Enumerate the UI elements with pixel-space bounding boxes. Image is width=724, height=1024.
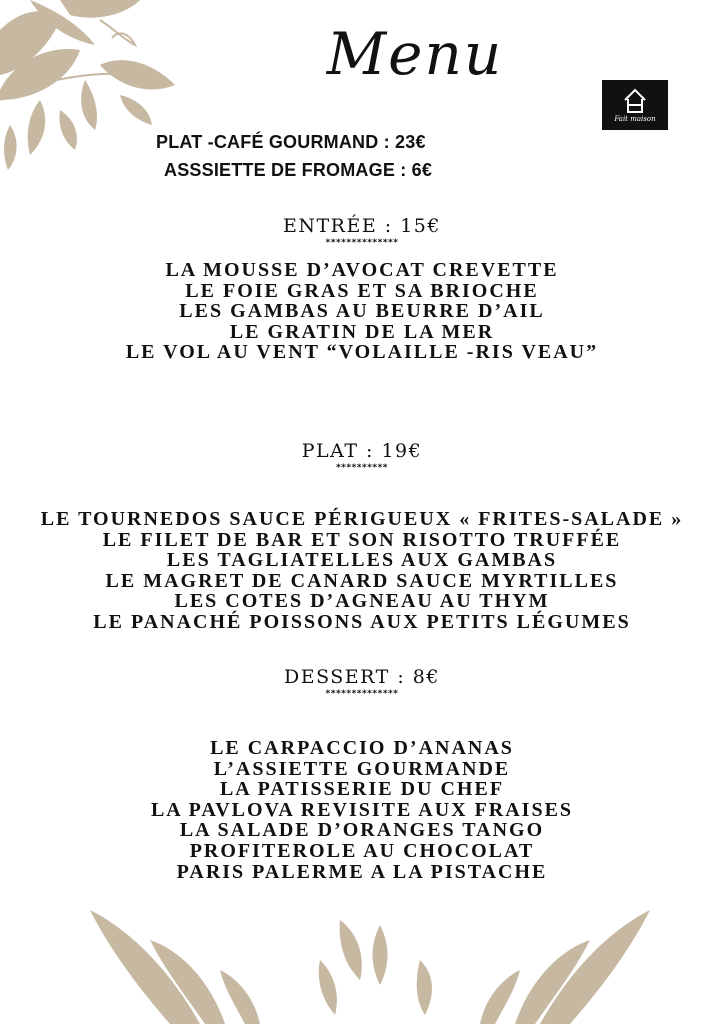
menu-item: LE PANACHÉ POISSONS AUX PETITS LÉGUMES	[93, 610, 631, 633]
menu-item: LE GRATIN DE LA MER	[229, 320, 495, 343]
section-heading: PLAT : 19€	[301, 440, 423, 462]
intro-line-fromage: ASSSIETTE DE FROMAGE : 6€	[164, 160, 433, 180]
menu-item: PROFITEROLE AU CHOCOLAT	[189, 839, 535, 862]
bottom-leaf-branch-icon	[90, 900, 650, 1024]
menu-item: L’ASSIETTE GOURMANDE	[213, 757, 511, 780]
section-dessert	[0, 666, 724, 882]
menu-item: LES COTES D’AGNEAU AU THYM	[174, 590, 550, 613]
item-list	[0, 509, 724, 633]
menu-title: Menu	[326, 20, 504, 88]
section-entree	[0, 215, 724, 363]
menu-item: LES GAMBAS AU BEURRE D’AIL	[179, 300, 545, 323]
house-icon	[620, 86, 650, 114]
stars-divider: **************	[325, 238, 399, 248]
menu-item: LE TOURNEDOS SAUCE PÉRIGUEUX « FRITES-SALADE »	[40, 508, 684, 530]
menu-item: LE CARPACCIO D’ANANAS	[210, 737, 514, 759]
menu-item: LE VOL AU VENT “VOLAILLE -RIS VEAU”	[125, 341, 599, 364]
item-list	[0, 260, 724, 363]
fait-maison-logo	[602, 80, 668, 130]
menu-item: LE FOIE GRAS ET SA BRIOCHE	[185, 279, 539, 302]
menu-item: LA PATISSERIE DU CHEF	[219, 778, 505, 801]
item-list	[0, 738, 724, 882]
section-heading: ENTRÉE : 15€	[283, 215, 441, 237]
menu-item: LA PAVLOVA REVISITE AUX FRAISES	[150, 798, 574, 821]
stars-divider: **************	[325, 689, 399, 699]
intro-prices	[0, 128, 724, 184]
menu-item: LA MOUSSE D’AVOCAT CREVETTE	[165, 259, 559, 281]
menu-item: LA SALADE D’ORANGES TANGO	[179, 819, 545, 842]
intro-line-cafe-gourmand: PLAT -CAFÉ GOURMAND : 23€	[156, 132, 426, 152]
menu-item: LE MAGRET DE CANARD SAUCE MYRTILLES	[105, 569, 619, 592]
section-plat	[0, 440, 724, 633]
menu-item: PARIS PALERME A LA PISTACHE	[176, 860, 548, 883]
stars-divider: **********	[335, 463, 389, 473]
menu-item: LES TAGLIATELLES AUX GAMBAS	[166, 549, 558, 572]
section-heading: DESSERT : 8€	[284, 666, 440, 688]
logo-caption: Fait maison	[614, 115, 656, 123]
menu-item: LE FILET DE BAR ET SON RISOTTO TRUFFÉE	[102, 528, 622, 551]
